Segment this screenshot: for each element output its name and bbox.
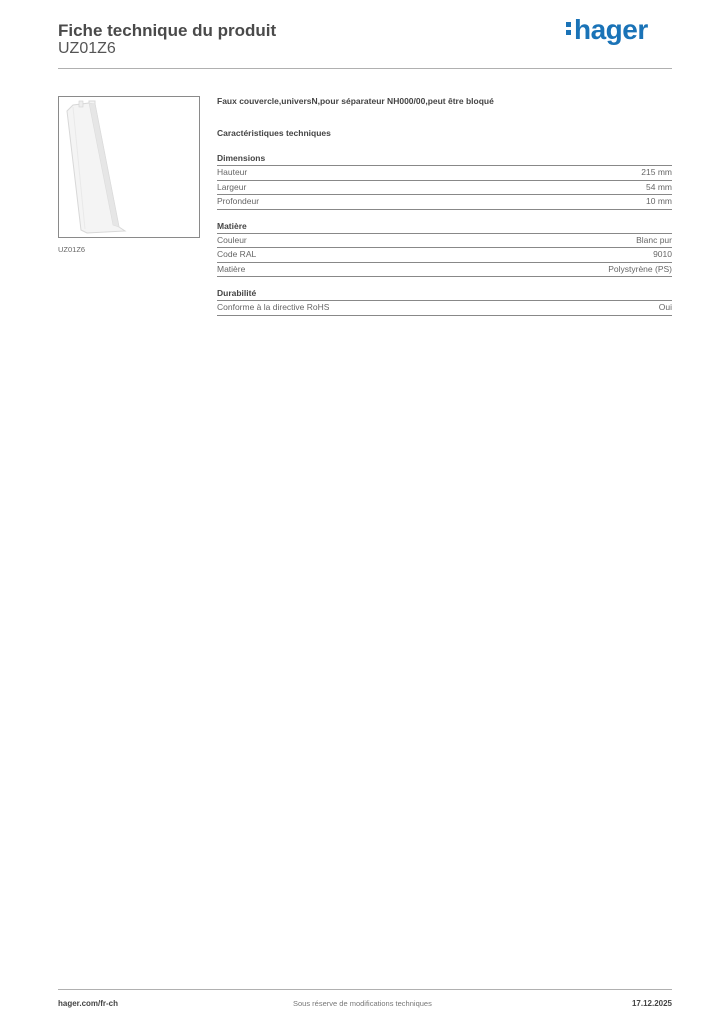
spec-value: 10 mm <box>646 196 672 206</box>
spec-label: Hauteur <box>217 167 248 177</box>
image-caption: UZ01Z6 <box>58 245 86 254</box>
spec-row <box>217 248 672 263</box>
footer-website-link[interactable]: hager.com/fr-ch <box>58 999 119 1008</box>
spec-label: Profondeur <box>217 196 260 206</box>
technical-content <box>217 96 672 327</box>
product-description: Faux couvercle,universN,pour séparateur NH000/00,peut être bloqué <box>217 96 494 106</box>
product-code: UZ01Z6 <box>58 40 116 57</box>
footer-notice: Sous réserve de modifications techniques <box>293 999 432 1008</box>
group-title: Dimensions <box>217 153 672 166</box>
footer-divider <box>58 989 672 990</box>
group-dimensions <box>217 153 672 210</box>
group-durability <box>217 288 672 316</box>
spec-row <box>217 166 672 181</box>
group-material <box>217 221 672 278</box>
group-title: Matière <box>217 221 672 234</box>
spec-row <box>217 301 672 316</box>
spec-label: Conforme à la directive RoHS <box>217 302 330 312</box>
cover-plate-illustration <box>59 97 199 237</box>
spec-label: Couleur <box>217 234 247 245</box>
hager-logo <box>566 14 648 46</box>
spec-value: 54 mm <box>646 181 672 192</box>
spec-row <box>217 195 672 210</box>
spec-value: 9010 <box>653 249 672 259</box>
section-heading: Caractéristiques techniques <box>217 128 331 138</box>
product-image <box>58 96 200 238</box>
spec-row <box>217 263 672 278</box>
footer-date: 17.12.2025 <box>631 999 672 1008</box>
header-divider <box>58 68 672 69</box>
spec-value: Oui <box>658 302 672 312</box>
logo-dots-icon <box>566 19 572 38</box>
spec-row <box>217 181 672 196</box>
spec-value: Blanc pur <box>636 234 672 245</box>
group-title: Durabilité <box>217 288 672 301</box>
spec-label: Matière <box>217 263 246 274</box>
logo-text: hager <box>574 14 648 45</box>
spec-label: Code RAL <box>217 249 257 259</box>
page-title: Fiche technique du produit <box>58 21 277 40</box>
spec-value: 215 mm <box>641 167 672 177</box>
spec-value: Polystyrène (PS) <box>608 263 672 274</box>
spec-label: Largeur <box>217 181 247 192</box>
spec-row <box>217 234 672 249</box>
